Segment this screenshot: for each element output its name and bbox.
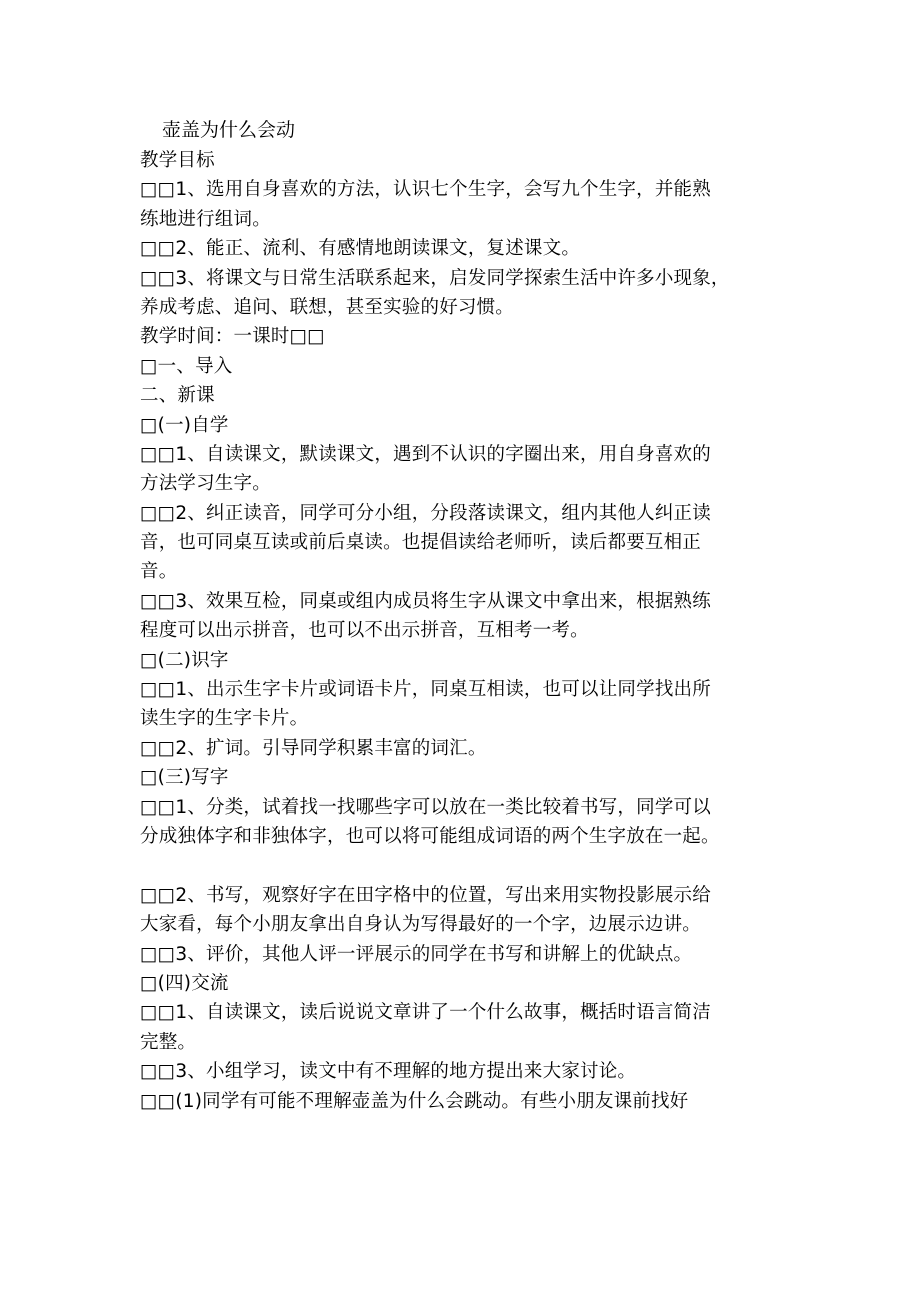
- text-line: □一、导入: [140, 355, 233, 377]
- text-line: 大家看，每个小朋友拿出自身认为写得最好的一个字，边展示边讲。: [140, 914, 702, 936]
- document-body: [140, 146, 820, 1116]
- text-line: 教学时间：一课时□□: [140, 326, 325, 348]
- text-line: □□3、小组学习，读文中有不理解的地方提出来大家讨论。: [140, 1061, 637, 1083]
- text-line: □□1、分类，试着找一找哪些字可以放在一类比较着书写，同学可以: [140, 796, 711, 818]
- text-line: □□2、书写，观察好字在田字格中的位置，写出来用实物投影展示给: [140, 884, 711, 906]
- text-line: 分成独体字和非独体字，也可以将可能组成词语的两个生字放在一起。: [140, 825, 720, 847]
- text-line: □□3、将课文与日常生活联系起来，启发同学探索生活中许多小现象，: [140, 267, 730, 289]
- text-line: □(四)交流: [140, 972, 229, 994]
- text-line: □□3、效果互检，同桌或组内成员将生字从课文中拿出来，根据熟练: [140, 590, 711, 612]
- document-title: 壶盖为什么会动: [162, 119, 296, 141]
- text-line: 程度可以出示拼音，也可以不出示拼音，互相考一考。: [140, 620, 589, 642]
- text-line: 二、新课: [140, 385, 215, 407]
- text-line: □□2、扩词。引导同学积累丰富的词汇。: [140, 737, 487, 759]
- text-line: 教学目标: [140, 150, 215, 171]
- text-line: □□(1)同学有可能不理解壶盖为什么会跳动。有些小朋友课前找好: [140, 1090, 689, 1112]
- text-line: □□2、能正、流利、有感情地朗读课文，复述课文。: [140, 238, 581, 260]
- text-line: □(一)自学: [140, 414, 229, 436]
- text-line: □(二)识字: [140, 649, 229, 671]
- text-line: 练地进行组词。: [140, 208, 271, 230]
- text-line: □□1、自读课文，默读课文，遇到不认识的字圈出来，用自身喜欢的: [140, 443, 711, 465]
- text-line: □□1、出示生字卡片或词语卡片，同桌互相读，也可以让同学找出所: [140, 679, 711, 701]
- text-line: 完整。: [140, 1031, 197, 1053]
- text-line: 方法学习生字。: [140, 473, 271, 495]
- text-line: 养成考虑、追问、联想，甚至实验的好习惯。: [140, 296, 515, 318]
- text-line: 读生字的生字卡片。: [140, 708, 309, 730]
- text-line: □□1、选用自身喜欢的方法，认识七个生字，会写九个生字，并能熟: [140, 179, 711, 201]
- text-line: □□2、纠正读音，同学可分小组，分段落读课文，组内其他人纠正读: [140, 502, 711, 524]
- text-line: 音。: [140, 561, 178, 583]
- text-line: [140, 851, 820, 880]
- text-line: □(三)写字: [140, 767, 229, 789]
- text-line: □□3、评价，其他人评一评展示的同学在书写和讲解上的优缺点。: [140, 943, 693, 965]
- text-line: 音，也可同桌互读或前后桌读。也提倡读给老师听，读后都要互相正: [140, 532, 702, 554]
- text-line: □□1、自读课文，读后说说文章讲了一个什么故事，概括时语言简洁: [140, 1002, 711, 1024]
